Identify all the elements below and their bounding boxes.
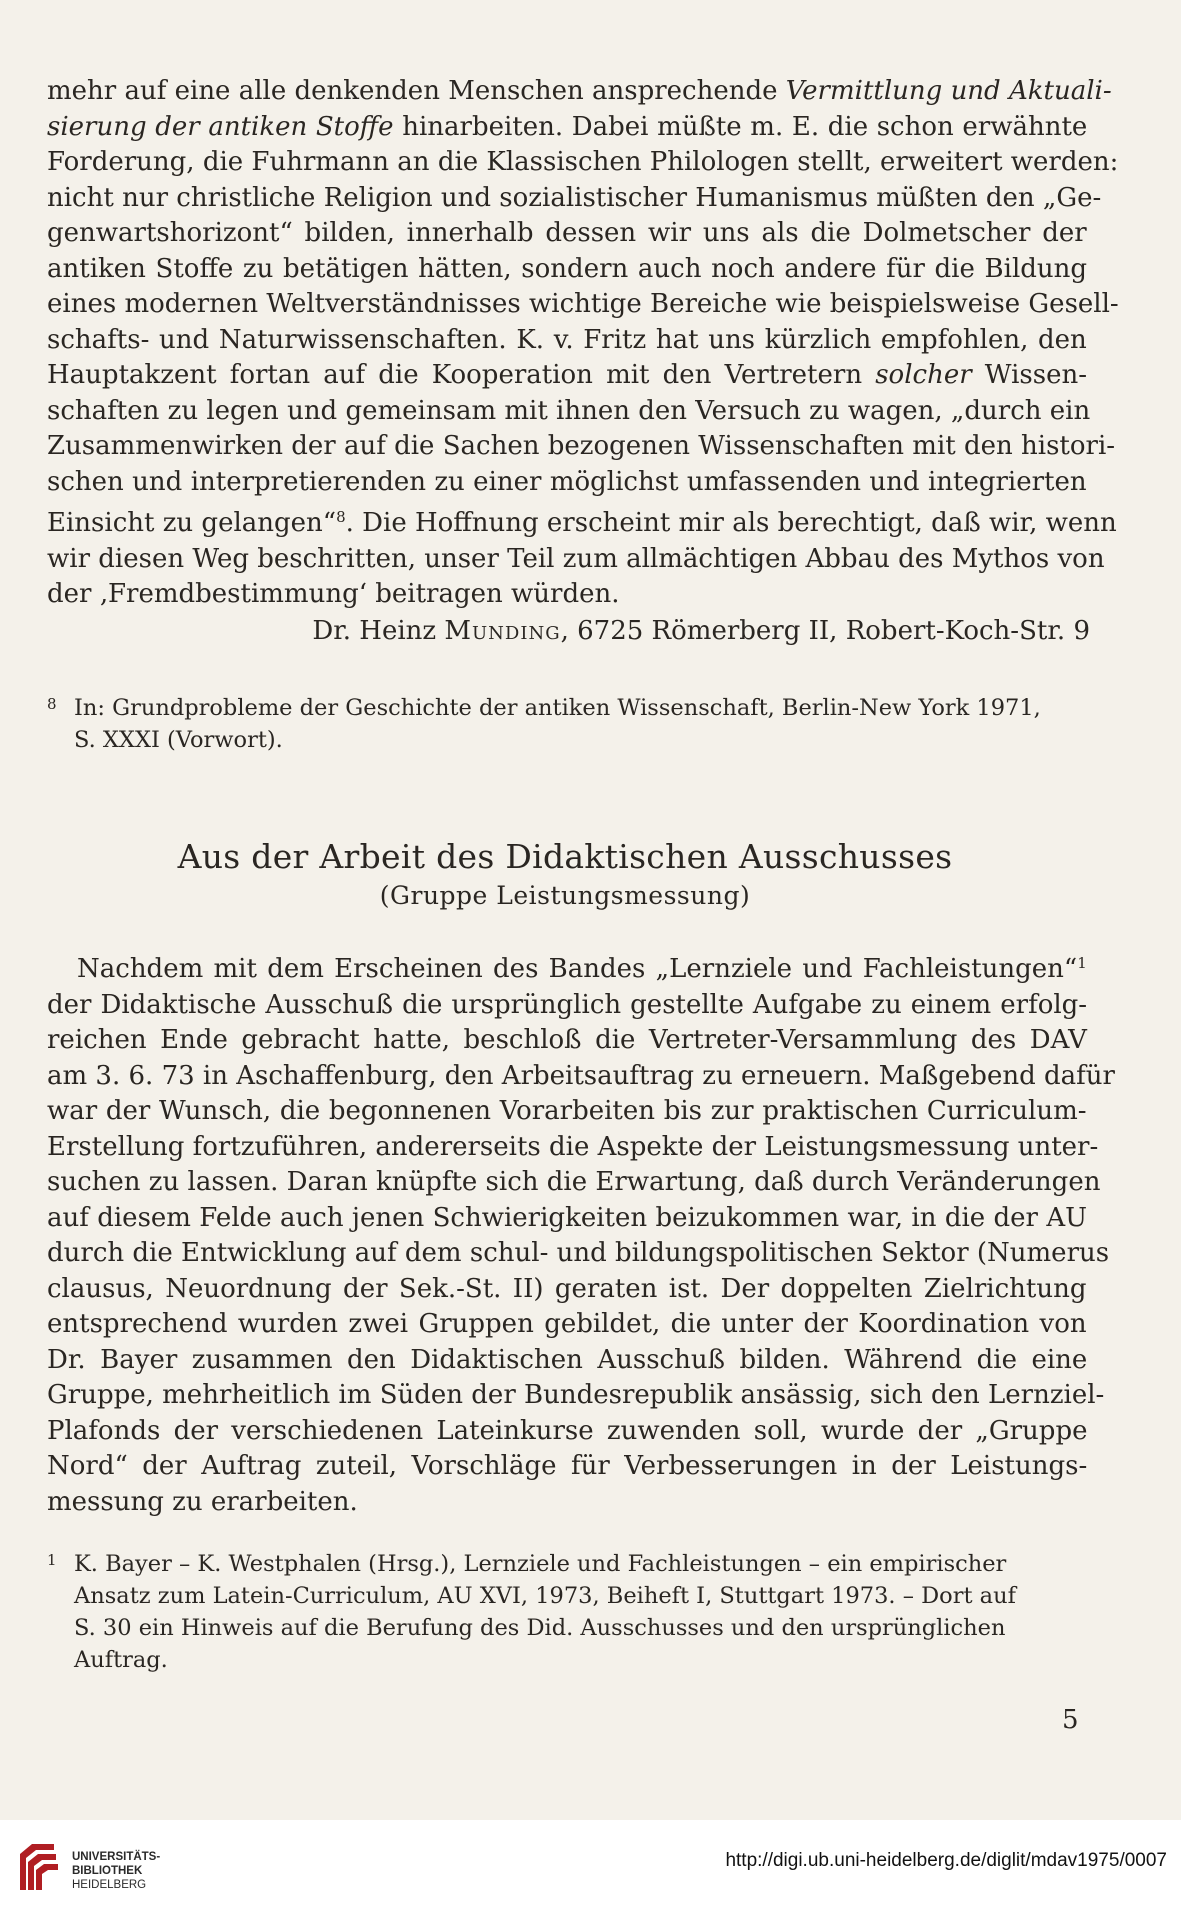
text-line xyxy=(47,74,1112,110)
footnote-1 xyxy=(47,1548,1087,1676)
text-line xyxy=(47,110,1087,146)
text-run: antiken Stoffe zu betätigen hätten, sondern auch noch andere für die Bildung xyxy=(47,253,1088,284)
signature xyxy=(280,616,1090,646)
text-run: hinarbeiten. Dabei müßte m. E. die schon erwähnte xyxy=(393,111,1088,142)
page-number: 5 xyxy=(1062,1705,1079,1735)
text-run: . Die Hoffnung erscheint mir als berechtigt, daß wir, wenn xyxy=(345,508,1117,538)
footnote-line: S. XXXI (Vorwort). xyxy=(74,727,283,753)
library-name-line: BIBLIOTHEK xyxy=(72,1865,143,1877)
signature-prefix: Dr. Heinz xyxy=(312,616,445,646)
text-run: entsprechend wurden zwei Gruppen gebildet, die unter der Koordination von xyxy=(47,1309,1087,1339)
text-run: wir diesen Weg beschritten, unser Teil zum allmächtigen Abbau des Mythos von xyxy=(47,543,1105,574)
text-run: eines modernen Weltverständnisses wichtige Bereiche wie beispielsweise Gesell- xyxy=(47,289,1119,319)
text-line xyxy=(47,216,1087,252)
text-run: Plafonds der verschiedenen Lateinkurse zuwenden soll, wurde der „Gruppe xyxy=(47,1415,1088,1446)
text-line xyxy=(47,1201,1087,1237)
text-line xyxy=(47,1059,1115,1095)
text-line xyxy=(47,1485,1087,1521)
text-line xyxy=(47,1094,1087,1130)
text-line xyxy=(47,1449,1087,1485)
footnote-line: Ansatz zum Latein-Curriculum, AU XVI, 1973, Beiheft I, Stuttgart 1973. – Dort auf xyxy=(74,1583,1016,1609)
text-run: clausus, Neuordnung der Sek.-St. II) geraten ist. Der doppelten Zielrichtung xyxy=(47,1273,1087,1304)
text-line xyxy=(47,181,1102,217)
text-run: reichen Ende gebracht hatte, beschloß die Vertreter-Versammlung des DAV xyxy=(47,1025,1087,1055)
text-line xyxy=(47,358,1087,394)
text-line xyxy=(47,577,1087,613)
text-line xyxy=(47,1165,1101,1201)
text-line xyxy=(47,394,1091,430)
text-run: genwartshorizont“ bilden, innerhalb dessen wir uns als die Dolmetscher der xyxy=(47,218,1087,248)
text-line xyxy=(47,145,1119,181)
footer-bar xyxy=(0,1820,1181,1918)
text-run: Nachdem mit dem Erscheinen des Bandes „Lernziele und Fachleistungen“ xyxy=(77,954,1078,984)
text-line xyxy=(47,1378,1105,1414)
text-line xyxy=(47,465,1087,501)
text-line xyxy=(47,252,1087,288)
text-run: nicht nur christliche Religion und sozialistischer Humanismus müßten den „Ge- xyxy=(47,182,1102,213)
text-run: auf diesem Felde auch jenen Schwierigkeiten beizukommen war, in die der AU xyxy=(47,1202,1088,1233)
text-run: Gruppe, mehrheitlich im Süden der Bundesrepublik ansässig, sich den Lernziel- xyxy=(47,1380,1105,1410)
signature-surname: Munding xyxy=(444,616,561,646)
text-line xyxy=(47,287,1119,323)
text-line xyxy=(47,1343,1087,1379)
footnote-8 xyxy=(47,692,1087,756)
section-heading xyxy=(0,835,1130,913)
text-run: messung zu erarbeiten. xyxy=(47,1486,358,1517)
text-line xyxy=(47,323,1087,359)
footnote-number: 1 xyxy=(47,1551,57,1569)
text-line xyxy=(47,1130,1099,1166)
footnote-reference: 8 xyxy=(336,508,346,526)
text-run: Erstellung fortzuführen, andererseits die Aspekte der Leistungsmessung unter- xyxy=(47,1131,1099,1162)
text-line xyxy=(47,1023,1087,1059)
text-line xyxy=(47,988,1087,1024)
signature-suffix: , 6725 Römerberg II, Robert-Koch-Str. 9 xyxy=(560,616,1090,646)
text-line xyxy=(47,1414,1087,1450)
text-line xyxy=(47,542,1105,578)
text-run: Dr. Bayer zusammen den Didaktischen Ausschuß bilden. Während die eine xyxy=(47,1344,1088,1375)
footnote-line: In: Grundprobleme der Geschichte der antiken Wissenschaft, Berlin-New York 1971, xyxy=(74,695,1041,721)
text-line xyxy=(47,429,1116,465)
text-run: durch die Entwicklung auf dem schul- und bildungspolitischen Sektor (Numerus xyxy=(47,1238,1110,1268)
library-logo-icon xyxy=(14,1840,62,1896)
library-name-line: HEIDELBERG xyxy=(72,1879,147,1891)
body-paragraph xyxy=(47,946,1115,1520)
text-run: Zusammenwirken der auf die Sachen bezogenen Wissenschaften mit den histori- xyxy=(47,431,1116,461)
italic-text-run: sierung der antiken Stoffe xyxy=(47,111,394,142)
text-line xyxy=(47,946,1087,988)
text-line xyxy=(47,1307,1087,1343)
text-run: Nord“ der Auftrag zuteil, Vorschläge für Verbesserungen in der Leistungs- xyxy=(47,1451,1088,1481)
section-title: Aus der Arbeit des Didaktischen Ausschusses xyxy=(177,837,953,876)
text-run: schen und interpretierenden zu einer möglichst umfassenden und integrierten xyxy=(47,466,1087,497)
text-run: der Didaktische Ausschuß die ursprünglich gestellte Aufgabe zu einem erfolg- xyxy=(47,989,1088,1020)
text-run: war der Wunsch, die begonnenen Vorarbeiten bis zur praktischen Curriculum- xyxy=(47,1096,1087,1126)
source-url-link[interactable]: http://digi.ub.uni-heidelberg.de/diglit/mdav1975/0007 xyxy=(725,1850,1167,1871)
text-run: Forderung, die Fuhrmann an die Klassischen Philologen stellt, erweitert werden: xyxy=(47,147,1119,177)
text-run: suchen zu lassen. Daran knüpfte sich die Erwartung, daß durch Veränderungen xyxy=(47,1167,1101,1197)
text-run: am 3. 6. 73 in Aschaffenburg, den Arbeitsauftrag zu erneuern. Maßgebend dafür xyxy=(47,1060,1115,1091)
text-run: Wissen- xyxy=(971,360,1087,390)
library-name xyxy=(72,1850,160,1892)
italic-text-run: Vermittlung und Aktuali- xyxy=(785,76,1112,106)
footnote-reference: 1 xyxy=(1077,954,1087,972)
text-run: Hauptakzent fortan auf die Kooperation mit den Vertretern xyxy=(47,360,876,390)
text-run: Einsicht zu gelangen“ xyxy=(47,508,337,538)
footnote-number: 8 xyxy=(47,695,57,713)
library-name-line: UNIVERSITÄTS- xyxy=(72,1851,161,1863)
section-subtitle: (Gruppe Leistungsmessung) xyxy=(379,881,751,910)
text-run: schaften zu legen und gemeinsam mit ihnen den Versuch zu wagen, „durch ein xyxy=(47,395,1091,426)
text-line xyxy=(47,1272,1087,1308)
footnote-line: S. 30 ein Hinweis auf die Berufung des Did. Ausschusses und den ursprünglichen xyxy=(74,1615,1006,1641)
text-run: der ‚Fremdbestimmung‘ beitragen würden. xyxy=(47,579,620,609)
text-line xyxy=(47,500,1117,542)
top-paragraph xyxy=(47,74,1119,613)
text-line xyxy=(47,1236,1110,1272)
footnote-line: K. Bayer – K. Westphalen (Hrsg.), Lernziele und Fachleistungen – ein empirischer xyxy=(74,1551,1007,1577)
text-run: schafts- und Naturwissenschaften. K. v. Fritz hat uns kürzlich empfohlen, den xyxy=(47,324,1087,355)
text-run: mehr auf eine alle denkenden Menschen ansprechende xyxy=(47,76,786,106)
footnote-line: Auftrag. xyxy=(74,1647,168,1673)
italic-text-run: solcher xyxy=(875,360,972,390)
